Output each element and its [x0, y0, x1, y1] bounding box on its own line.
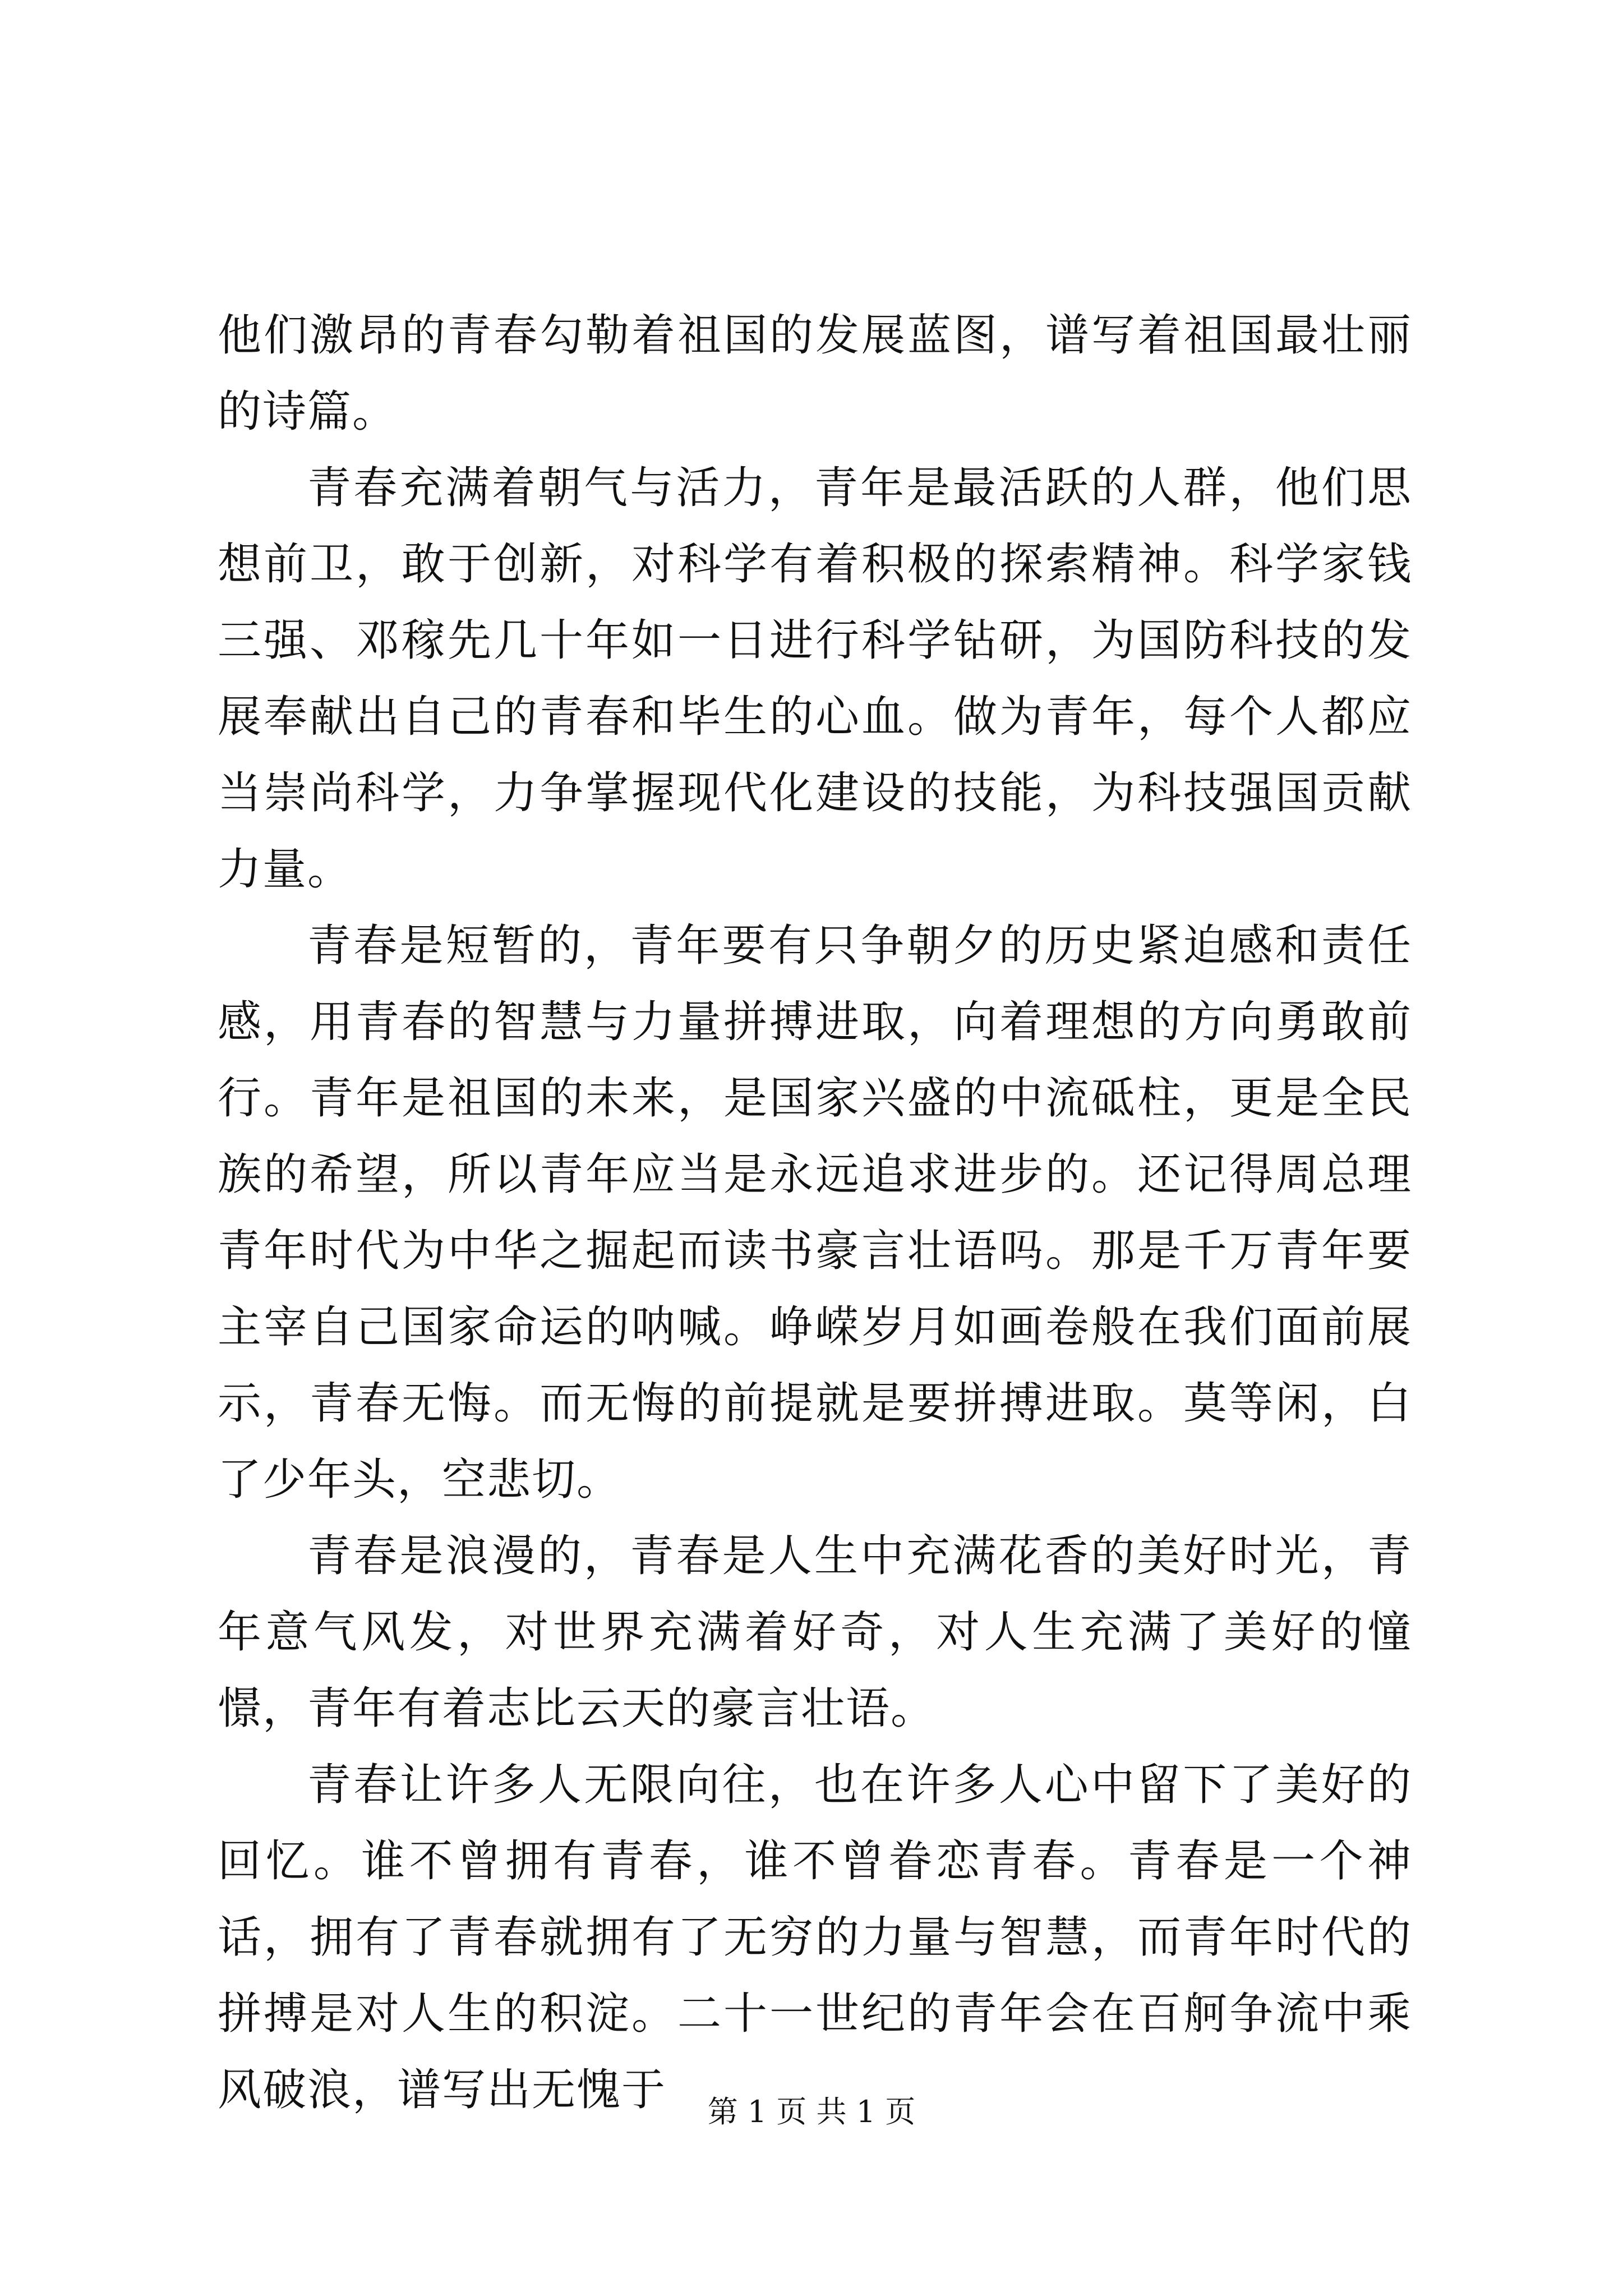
paragraph-3: 青春是短暂的，青年要有只争朝夕的历史紧迫感和责任感，用青春的智慧与力量拼搏进取，向着理想的方向勇敢前行。青年是祖国的未来，是国家兴盛的中流砥柱，更是全民族的希望，所以青年应当是永远追求进步的。还记得周总理青年时代为中华之掘起而读书豪言壮语吗。那是千万青年要主宰自己国家命运的呐喊。峥嵘岁月如画卷般在我们面前展示，青春无悔。而无悔的前提就是要拼搏进取。莫等闲，白了少年头，空悲切。 [218, 921, 1412, 1505]
paragraph-4: 青春是浪漫的，青春是人生中充满花香的美好时光，青年意气风发，对世界充满着好奇，对人生充满了美好的憧憬，青年有着志比云天的豪言壮语。 [218, 1531, 1412, 1734]
page-footer: 第 1 页 共 1 页 [707, 2094, 916, 2129]
document-body [218, 297, 1412, 2128]
paragraph-2: 青春充满着朝气与活力，青年是最活跃的人群，他们思想前卫，敢于创新，对科学有着积极的探索精神。科学家钱三强、邓稼先几十年如一日进行科学钻研，为国防科技的发展奉献出自己的青春和毕生的心血。做为青年，每个人都应当崇尚科学，力争掌握现代化建设的技能，为科技强国贡献力量。 [218, 463, 1412, 895]
paragraph-5: 青春让许多人无限向往，也在许多人心中留下了美好的回忆。谁不曾拥有青春，谁不曾眷恋青春。青春是一个神话，拥有了青春就拥有了无穷的力量与智慧，而青年时代的拼搏是对人生的积淀。二十一世纪的青年会在百舸争流中乘风破浪，谱写出无愧于 [218, 1760, 1412, 2115]
paragraph-1: 他们激昂的青春勾勒着祖国的发展蓝图，谱写着祖国最壮丽的诗篇。 [218, 310, 1412, 437]
